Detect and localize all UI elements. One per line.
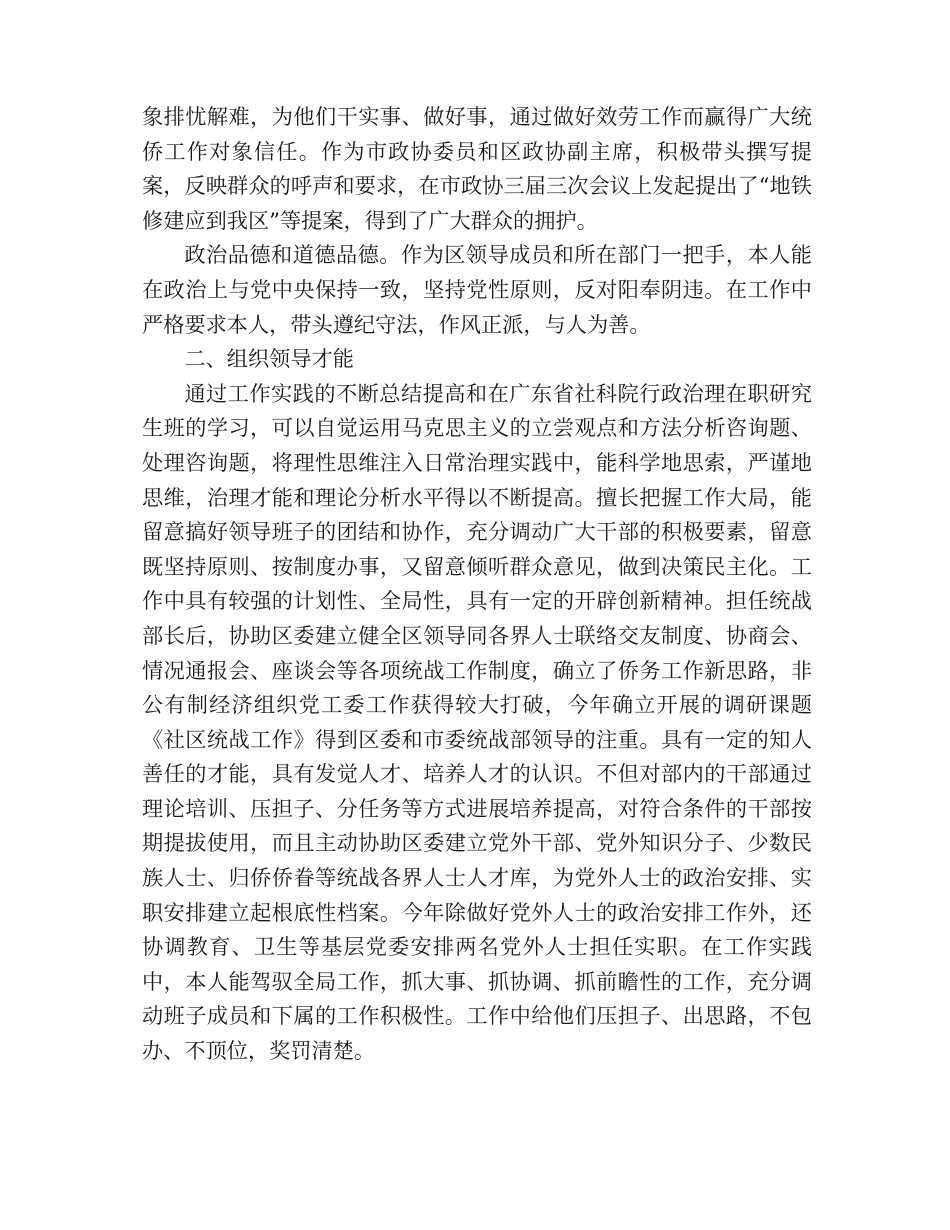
section-heading: 二、组织领导才能 [184,346,354,372]
document-page [142,100,812,1069]
paragraph-political-character: 政治品德和道德品德。作为区领导成员和所在部门一把手，本人能在政治上与党中央保持一致，坚持党性原则，反对阳奉阴违。在工作中严格要求本人，带头遵纪守法，作风正派，与人为善。 [142,242,812,337]
paragraph-leadership-ability: 通过工作实践的不断总结提高和在广东省社科院行政治理在职研究生班的学习，可以自觉运用马克思主义的立尝观点和方法分析咨询题、处理咨询题，将理性思维注入日常治理实践中，能科学地思索，严谨地思维，治理才能和理论分析水平得以不断提高。擅长把握工作大局，能留意搞好领导班子的团结和协作，充分调动广大干部的积极要素，留意既坚持原则、按制度办事，又留意倾听群众意见，做到决策民主化。工作中具有较强的计划性、全局性，具有一定的开辟创新精神。担任统战部长后，协助区委建立健全区领导同各界人士联络交友制度、协商会、情况通报会、座谈会等各项统战工作制度，确立了侨务工作新思路，非公有制经济组织党工委工作获得较大打破，今年确立开展的调研课题《社区统战工作》得到区委和市委统战部领导的注重。具有一定的知人善任的才能，具有发觉人才、培养人才的认识。不但对部内的干部通过理论培训、压担子、分任务等方式进展培养提高，对符合条件的干部按期提拔使用，而且主动协助区委建立党外干部、党外知识分子、少数民族人士、归侨侨眷等统战各界人士人才库，为党外人士的政治安排、实职安排建立起根底性档案。今年除做好党外人士的政治安排工作外，还协调教育、卫生等基层党委安排两名党外人士担任实职。在工作实践中，本人能驾驭全局工作，抓大事、抓协调、抓前瞻性的工作，充分调动班子成员和下属的工作积极性。工作中给他们压担子、出思路，不包办、不顶位，奖罚清楚。 [142,380,812,1064]
paragraph-continuation: 象排忧解难，为他们干实事、做好事，通过做好效劳工作而赢得广大统侨工作对象信任。作为市政协委员和区政协副主席，积极带头撰写提案，反映群众的呼声和要求，在市政协三届三次会议上发起提出了“地铁修建应到我区”等提案，得到了广大群众的拥护。 [142,104,812,233]
